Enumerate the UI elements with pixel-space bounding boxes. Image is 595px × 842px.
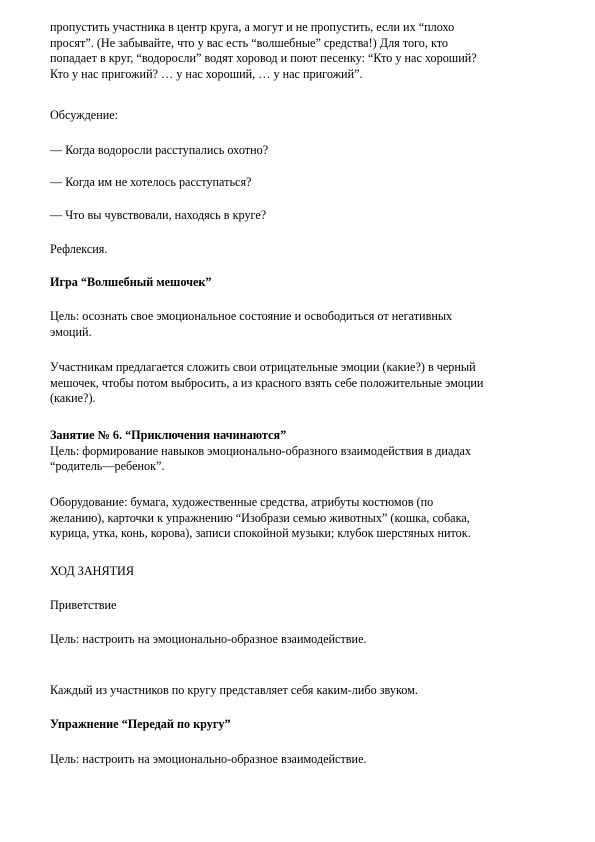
text-line: курица, утка, конь, корова), записи спокойной музыки; клубок шерстяных ниток. bbox=[50, 526, 471, 541]
heading-pass-around-exercise bbox=[50, 717, 550, 733]
text-line: Упражнение “Передай по кругу” bbox=[50, 717, 231, 731]
text-line: Приветствие bbox=[50, 598, 117, 612]
text-line: просят”. (Не забывайте, что у вас есть “волшебные” средства!) Для того, кто bbox=[50, 35, 448, 50]
paragraph-magic-bag-instructions bbox=[50, 360, 550, 407]
text-line: — Что вы чувствовали, находясь в круге? bbox=[50, 208, 267, 222]
text-line: Участникам предлагается сложить свои отрицательные эмоции (какие?) в черный bbox=[50, 360, 476, 374]
paragraph-question-1 bbox=[50, 143, 550, 159]
lesson-title: Занятие № 6. “Приключения начинаются” bbox=[50, 428, 287, 442]
text-line: Обсуждение: bbox=[50, 108, 119, 122]
text-line: эмоций. bbox=[50, 324, 92, 339]
text-line: Игра “Волшебный мешочек” bbox=[50, 275, 212, 289]
paragraph-sound-intro bbox=[50, 683, 550, 699]
text-line: “родитель—ребенок”. bbox=[50, 459, 165, 474]
paragraph-question-3 bbox=[50, 208, 550, 224]
text-line: Рефлексия. bbox=[50, 242, 108, 256]
heading-lesson-progress bbox=[50, 564, 550, 580]
heading-magic-bag-game bbox=[50, 275, 550, 291]
text-line: Каждый из участников по кругу представляет себя каким-либо звуком. bbox=[50, 683, 418, 697]
text-line: желанию), карточки к упражнению “Изобрази семью животных” (кошка, собака, bbox=[50, 510, 470, 525]
text-line: Цель: формирование навыков эмоционально-образного взаимодействия в диадах bbox=[50, 443, 472, 458]
paragraph-discussion-label bbox=[50, 108, 550, 124]
paragraph-lesson-6 bbox=[50, 428, 550, 475]
paragraph-question-2 bbox=[50, 175, 550, 191]
paragraph-goal-interaction-2 bbox=[50, 752, 550, 768]
paragraph-game-description bbox=[50, 20, 550, 82]
text-line: — Когда водоросли расступались охотно? bbox=[50, 143, 269, 157]
text-line: Цель: настроить на эмоционально-образное взаимодействие. bbox=[50, 752, 367, 766]
text-line: мешочек, чтобы потом выбросить, а из красного взять себе положительные эмоции bbox=[50, 375, 484, 390]
text-line: ХОД ЗАНЯТИЯ bbox=[50, 564, 134, 578]
text-line: Оборудование: бумага, художественные средства, атрибуты костюмов (по bbox=[50, 495, 434, 509]
text-line: Цель: осознать свое эмоциональное состояние и освободиться от негативных bbox=[50, 309, 453, 323]
text-line: пропустить участника в центр круга, а могут и не пропустить, если их “плохо bbox=[50, 20, 455, 34]
heading-greeting bbox=[50, 598, 550, 614]
text-line: Кто у нас пригожий? … у нас хороший, … у нас пригожий”. bbox=[50, 66, 363, 81]
paragraph-goal-interaction bbox=[50, 632, 550, 648]
paragraph-equipment bbox=[50, 495, 550, 542]
paragraph-reflection bbox=[50, 242, 550, 258]
paragraph-goal-emotions bbox=[50, 309, 550, 340]
text-line: (какие?). bbox=[50, 391, 96, 406]
text-line: попадает в круг, “водоросли” водят хоровод и поют песенку: “Кто у нас хороший? bbox=[50, 51, 477, 66]
text-line: — Когда им не хотелось расступаться? bbox=[50, 175, 252, 189]
text-line: Цель: настроить на эмоционально-образное взаимодействие. bbox=[50, 632, 367, 646]
